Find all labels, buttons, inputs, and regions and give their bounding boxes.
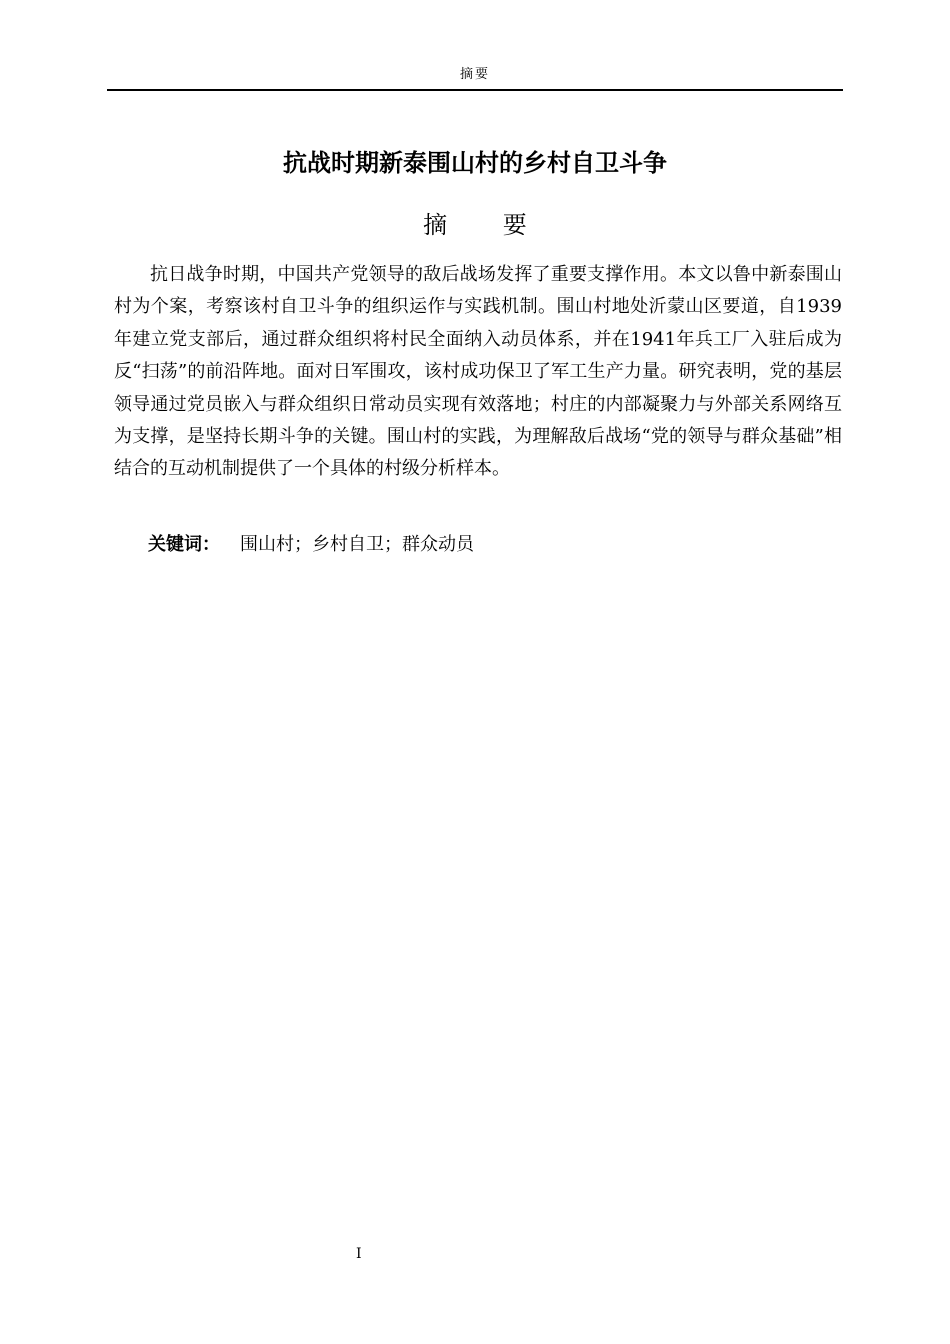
keywords-line <box>148 529 474 561</box>
keywords-items: 围山村；乡村自卫；群众动员 <box>240 534 474 555</box>
abstract-body: 抗日战争时期，中国共产党领导的敌后战场发挥了重要支撑作用。本文以鲁中新泰围山村为个案，考察该村自卫斗争的组织运作与实践机制。围山村地处沂蒙山区要道，自1939年建立党支部后，通过群众组织将村民全面纳入动员体系，并在1941年兵工厂入驻后成为反“扫荡”的前沿阵地。面对日军围攻，该村成功保卫了军工生产力量。研究表明，党的基层领导通过党员嵌入与群众组织日常动员实现有效落地；村庄的内部凝聚力与外部关系网络互为支撑，是坚持长期斗争的关键。围山村的实践，为理解敌后战场“党的领导与群众基础”相结合的互动机制提供了一个具体的村级分析样本。 <box>114 264 842 480</box>
document-title: 抗战时期新泰围山村的乡村自卫斗争 <box>283 149 667 177</box>
running-header: 摘要 <box>459 67 490 82</box>
page-number: I <box>356 1246 362 1262</box>
header-rule <box>107 89 843 91</box>
abstract-heading: 摘 要 <box>423 211 551 239</box>
keywords-label: 关键词： <box>148 534 220 555</box>
